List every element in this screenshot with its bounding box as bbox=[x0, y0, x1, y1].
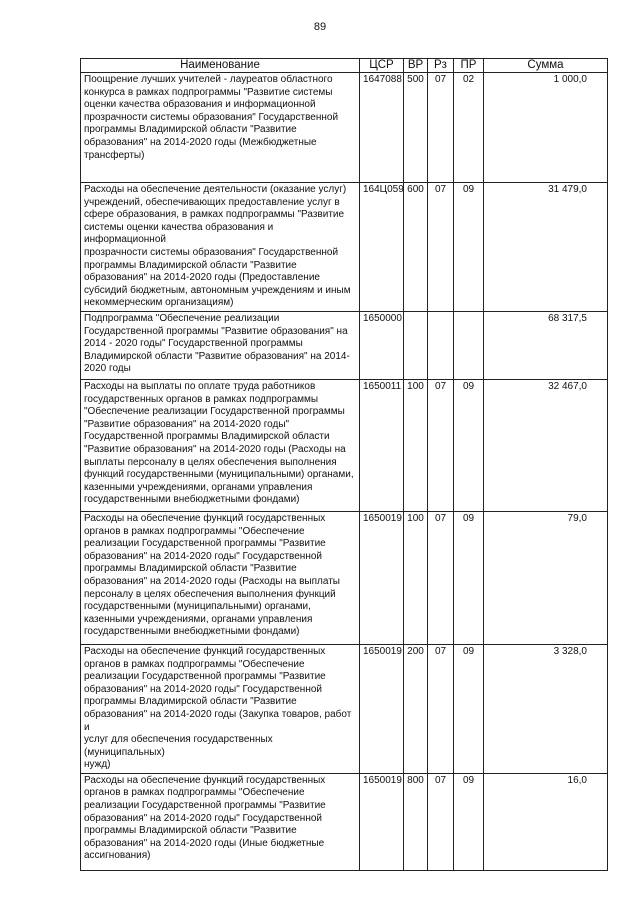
row-name: Расходы на выплаты по оплате труда работников государственных органов в рамках подпрограммы "Обеспечение реализации Государственной программы "Развитие образования" на 2014-2020 годы" Государственной программы Владимирской области "Развитие образования" на 2014-2020 годы (Расходы на выплаты персоналу в целях обеспечения выполнения функций государственными (муниципальными) органами, казенными учреждениями, органами управления государственными внебюджетными фондами) bbox=[81, 379, 360, 511]
row-vr: 600 bbox=[404, 183, 428, 312]
table-row bbox=[81, 644, 608, 773]
row-vr: 500 bbox=[404, 73, 428, 183]
page-number: 89 bbox=[313, 21, 327, 33]
row-sum: 79,0 bbox=[484, 511, 608, 644]
row-vr: 100 bbox=[404, 379, 428, 511]
row-csr: 1650019 bbox=[360, 773, 404, 870]
table-row bbox=[81, 379, 608, 511]
row-name: Расходы на обеспечение функций государственных органов в рамках подпрограммы "Обеспечение реализации Государственной программы "Развитие образования" на 2014-2020 годы" Государственной программы Владимирской области "Развитие образования" на 2014-2020 годы (Иные бюджетные ассигнования) bbox=[81, 773, 360, 870]
table-row bbox=[81, 511, 608, 644]
row-vr: 200 bbox=[404, 644, 428, 773]
row-pr: 02 bbox=[454, 73, 484, 183]
row-csr: 1650000 bbox=[360, 311, 404, 379]
row-name: Расходы на обеспечение деятельности (оказание услуг) учреждений, обеспечивающих предоставление услуг в сфере образования, в рамках подпрограммы "Развитие системы оценки качества образования и информационной прозрачности системы образования" Государственной программы Владимирской области "Развитие образования" на 2014-2020 годы (Предоставление субсидий бюджетным, автономным учреждениям и иным некоммерческим организациям) bbox=[81, 183, 360, 312]
row-csr: 164Ц059 bbox=[360, 183, 404, 312]
row-pr: 09 bbox=[454, 183, 484, 312]
row-csr: 1647088 bbox=[360, 73, 404, 183]
header-csr: ЦСР bbox=[360, 59, 404, 73]
table-row bbox=[81, 311, 608, 379]
row-sum: 32 467,0 bbox=[484, 379, 608, 511]
row-csr: 1650019 bbox=[360, 644, 404, 773]
row-csr: 1650019 bbox=[360, 511, 404, 644]
row-name: Расходы на обеспечение функций государственных органов в рамках подпрограммы "Обеспечение реализации Государственной программы "Развитие образования" на 2014-2020 годы" Государственной программы Владимирской области "Развитие образования" на 2014-2020 годы (Закупка товаров, работ и услуг для обеспечения государственных (муниципальных) нужд) bbox=[81, 644, 360, 773]
header-vr: ВР bbox=[404, 59, 428, 73]
row-pr bbox=[454, 311, 484, 379]
row-name: Расходы на обеспечение функций государственных органов в рамках подпрограммы "Обеспечение реализации Государственной программы "Развитие образования" на 2014-2020 годы" Государственной программы Владимирской области "Развитие образования" на 2014-2020 годы (Расходы на выплаты персоналу в целях обеспечения выполнения функций государственными (муниципальными) органами, казенными учреждениями, органами управления государственными внебюджетными фондами) bbox=[81, 511, 360, 644]
row-rz: 07 bbox=[428, 644, 454, 773]
row-sum: 1 000,0 bbox=[484, 73, 608, 183]
row-vr bbox=[404, 311, 428, 379]
row-rz: 07 bbox=[428, 511, 454, 644]
row-vr: 800 bbox=[404, 773, 428, 870]
row-name: Поощрение лучших учителей - лауреатов областного конкурса в рамках подпрограммы "Развитие системы оценки качества образования и информационной прозрачности системы образования" Государственной программы Владимирской области "Развитие образования" на 2014-2020 годы (Межбюджетные трансферты) bbox=[81, 73, 360, 183]
table-row bbox=[81, 183, 608, 312]
row-csr: 1650011 bbox=[360, 379, 404, 511]
header-rz: Рз bbox=[428, 59, 454, 73]
header-sum: Сумма bbox=[484, 59, 608, 73]
header-name: Наименование bbox=[81, 59, 360, 73]
row-rz: 07 bbox=[428, 379, 454, 511]
row-rz bbox=[428, 311, 454, 379]
budget-table bbox=[80, 58, 608, 871]
row-pr: 09 bbox=[454, 511, 484, 644]
row-sum: 68 317,5 bbox=[484, 311, 608, 379]
table-row bbox=[81, 73, 608, 183]
row-sum: 31 479,0 bbox=[484, 183, 608, 312]
table-row bbox=[81, 773, 608, 870]
row-pr: 09 bbox=[454, 644, 484, 773]
header-pr: ПР bbox=[454, 59, 484, 73]
row-rz: 07 bbox=[428, 773, 454, 870]
table-header-row bbox=[81, 59, 608, 73]
row-sum: 16,0 bbox=[484, 773, 608, 870]
row-pr: 09 bbox=[454, 773, 484, 870]
row-sum: 3 328,0 bbox=[484, 644, 608, 773]
row-rz: 07 bbox=[428, 73, 454, 183]
row-name: Подпрограмма "Обеспечение реализации Государственной программы "Развитие образования" на 2014 - 2020 годы" Государственной программы Владимирской области "Развитие образования" на 2014- 2020 годы bbox=[81, 311, 360, 379]
row-vr: 100 bbox=[404, 511, 428, 644]
row-pr: 09 bbox=[454, 379, 484, 511]
row-rz: 07 bbox=[428, 183, 454, 312]
